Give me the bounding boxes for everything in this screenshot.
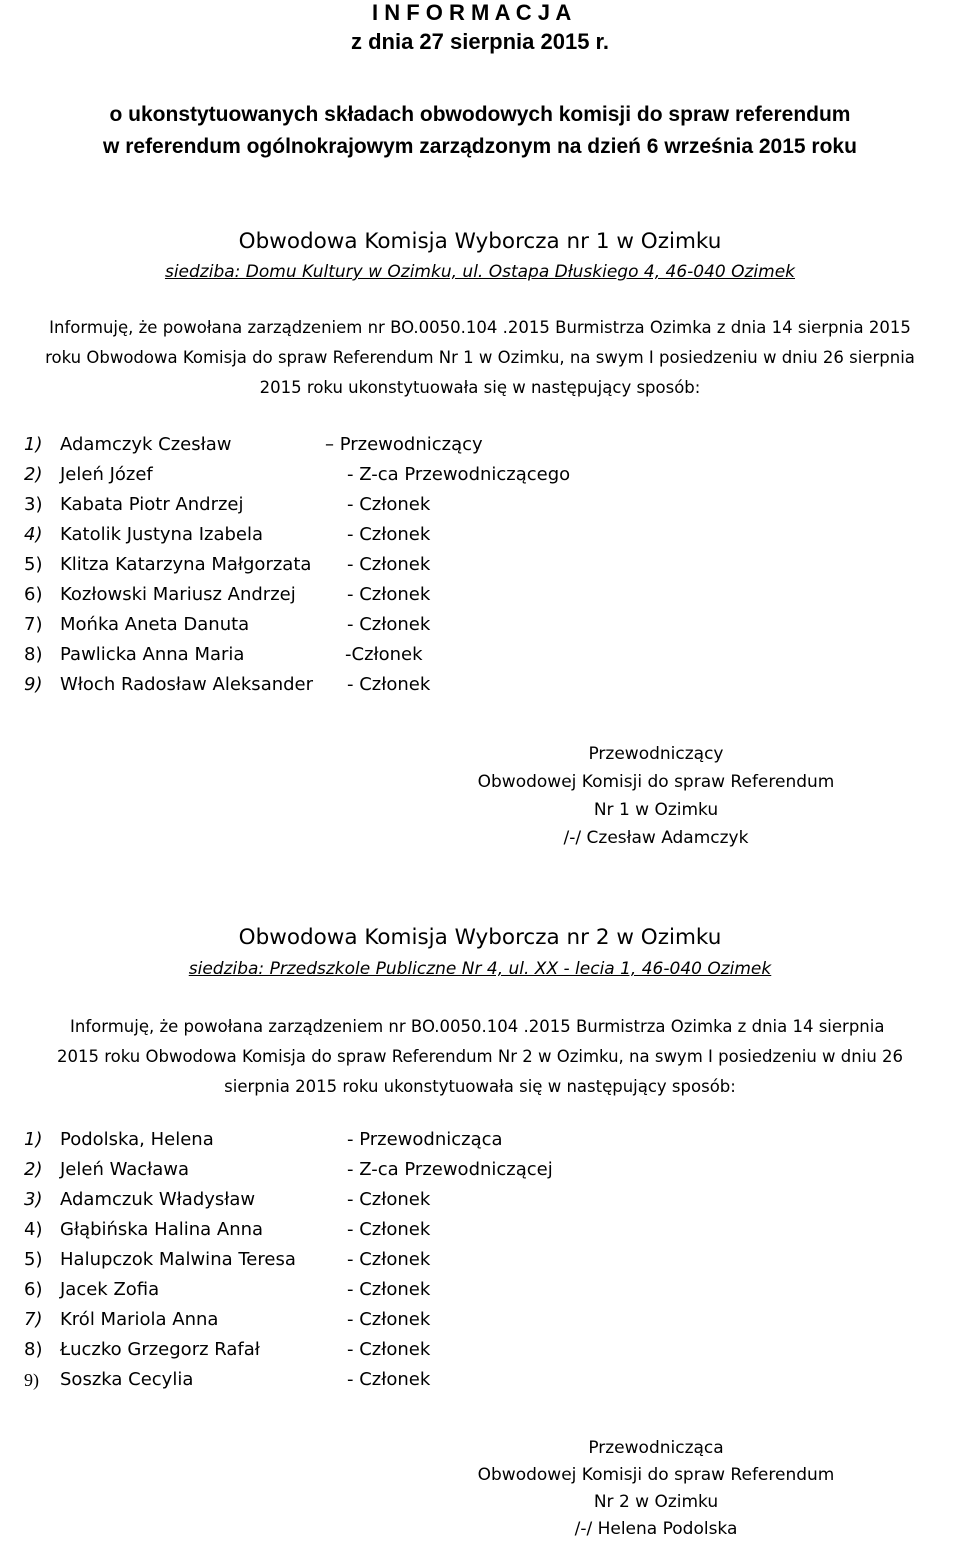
commission-1-seat: siedziba: Domu Kultury w Ozimku, ul. Ostapa Dłuskiego 4, 46-040 Ozimek: [164, 262, 796, 282]
member-name: Klitza Katarzyna Małgorzata: [60, 554, 312, 575]
member-number: 6): [24, 584, 43, 605]
member-role: – Przewodniczący: [325, 434, 483, 455]
member-name: Jeleń Wacława: [60, 1159, 190, 1180]
member-number: 5): [24, 554, 43, 575]
member-number: 4): [24, 1219, 43, 1240]
member-number: 8): [24, 1339, 43, 1360]
member-role: - Członek: [347, 524, 431, 545]
member-name: Łuczko Grzegorz Rafał: [60, 1339, 260, 1360]
member-name: Podolska, Helena: [60, 1129, 214, 1150]
commission-2-seat: siedziba: Przedszkole Publiczne Nr 4, ul. XX - lecia 1, 46-040 Ozimek: [188, 959, 772, 979]
member-role: - Członek: [347, 1309, 431, 1330]
document-title: I N F O R M A C J A: [372, 0, 572, 25]
member-number: 7): [24, 614, 43, 635]
member-role: - Członek: [347, 614, 431, 635]
commission-2-intro-line-2: 2015 roku Obwodowa Komisja do spraw Referendum Nr 2 w Ozimku, na swym I posiedzeniu w dniu 26: [56, 1047, 904, 1066]
member-number: 7): [24, 1309, 43, 1330]
member-role: - Członek: [347, 1219, 431, 1240]
list-item: [0, 1216, 960, 1246]
member-role: - Członek: [347, 554, 431, 575]
member-role: - Członek: [347, 1279, 431, 1300]
list-item: [0, 671, 960, 701]
list-item: [0, 1126, 960, 1156]
signature-commission-number: Nr 1 w Ozimku: [593, 800, 719, 820]
signature-commission-number: Nr 2 w Ozimku: [593, 1492, 719, 1512]
member-number: 1): [24, 1129, 43, 1150]
member-number: 3): [24, 494, 43, 515]
list-item: [0, 1246, 960, 1276]
member-role: - Z-ca Przewodniczącego: [347, 464, 571, 485]
member-role: -Członek: [345, 644, 423, 665]
member-role: - Członek: [347, 494, 431, 515]
list-item: [0, 1336, 960, 1366]
list-item: [0, 1156, 960, 1186]
list-item: [0, 521, 960, 551]
member-name: Katolik Justyna Izabela: [60, 524, 264, 545]
list-item: [0, 551, 960, 581]
list-item: [0, 641, 960, 671]
member-number: 6): [24, 1279, 43, 1300]
list-item: [0, 1276, 960, 1306]
member-number: 4): [24, 524, 43, 545]
commission-1-title: Obwodowa Komisja Wyborcza nr 1 w Ozimku: [238, 229, 722, 254]
list-item: [0, 1186, 960, 1216]
member-name: Włoch Radosław Aleksander: [60, 674, 314, 695]
signature-role: Przewodnicząca: [588, 1438, 724, 1458]
document-date: z dnia 27 sierpnia 2015 r.: [350, 29, 610, 54]
member-role: - Przewodnicząca: [347, 1129, 503, 1150]
commission-1-intro-line-3: 2015 roku ukonstytuowała się w następujący sposób:: [259, 378, 701, 397]
member-name: Soszka Cecylia: [60, 1369, 194, 1390]
commission-2-title: Obwodowa Komisja Wyborcza nr 2 w Ozimku: [238, 925, 722, 950]
signature-name: /-/ Helena Podolska: [574, 1519, 738, 1539]
member-name: Jacek Zofia: [60, 1279, 160, 1300]
list-item: [0, 431, 960, 461]
commission-1-intro-line-1: Informuję, że powołana zarządzeniem nr BO.0050.104 .2015 Burmistrza Ozimka z dnia 14 sierpnia 2015: [49, 318, 911, 337]
member-name: Głąbińska Halina Anna: [60, 1219, 264, 1240]
subject-line-2: w referendum ogólnokrajowym zarządzonym na dzień 6 września 2015 roku: [103, 135, 857, 158]
member-name: Król Mariola Anna: [60, 1309, 219, 1330]
commission-2-intro-line-3: sierpnia 2015 roku ukonstytuowała się w następujący sposób:: [224, 1077, 736, 1096]
member-name: Mońka Aneta Danuta: [60, 614, 250, 635]
member-role: - Członek: [347, 1189, 431, 1210]
subject-line-1: o ukonstytuowanych składach obwodowych komisji do spraw referendum: [109, 103, 851, 126]
member-role: - Z-ca Przewodniczącej: [347, 1159, 553, 1180]
member-number: 2): [24, 1159, 43, 1180]
list-item: [0, 581, 960, 611]
member-role: - Członek: [347, 674, 431, 695]
member-number: 5): [24, 1249, 43, 1270]
member-name: Jeleń Józef: [60, 464, 153, 485]
member-role: - Członek: [347, 1339, 431, 1360]
member-role: - Członek: [347, 1249, 431, 1270]
signature-role: Przewodniczący: [588, 744, 724, 764]
commission-2-intro-line-1: Informuję, że powołana zarządzeniem nr BO.0050.104 .2015 Burmistrza Ozimka z dnia 14 sierpnia: [70, 1017, 885, 1036]
member-name: Kozłowski Mariusz Andrzej: [60, 584, 296, 605]
list-item: [0, 1306, 960, 1336]
member-number: 1): [24, 434, 43, 455]
list-item: [0, 1366, 960, 1396]
member-name: Halupczok Malwina Teresa: [60, 1249, 296, 1270]
member-name: Pawlicka Anna Maria: [60, 644, 245, 665]
member-name: Adamczuk Władysław: [60, 1189, 256, 1210]
signature-body: Obwodowej Komisji do spraw Referendum: [477, 1465, 835, 1485]
member-name: Kabata Piotr Andrzej: [60, 494, 244, 515]
list-item: [0, 461, 960, 491]
member-number: 8): [24, 644, 43, 665]
member-name: Adamczyk Czesław: [60, 434, 232, 455]
member-number: 9): [24, 1370, 39, 1390]
list-item: [0, 611, 960, 641]
member-role: - Członek: [347, 1369, 431, 1390]
commission-1-intro-line-2: roku Obwodowa Komisja do spraw Referendum Nr 1 w Ozimku, na swym I posiedzeniu w dniu 26 sierpnia: [45, 348, 915, 367]
member-number: 9): [24, 674, 43, 695]
member-number: 3): [24, 1189, 43, 1210]
signature-body: Obwodowej Komisji do spraw Referendum: [477, 772, 835, 792]
signature-name: /-/ Czesław Adamczyk: [563, 828, 749, 848]
member-role: - Członek: [347, 584, 431, 605]
list-item: [0, 491, 960, 521]
member-number: 2): [24, 464, 43, 485]
